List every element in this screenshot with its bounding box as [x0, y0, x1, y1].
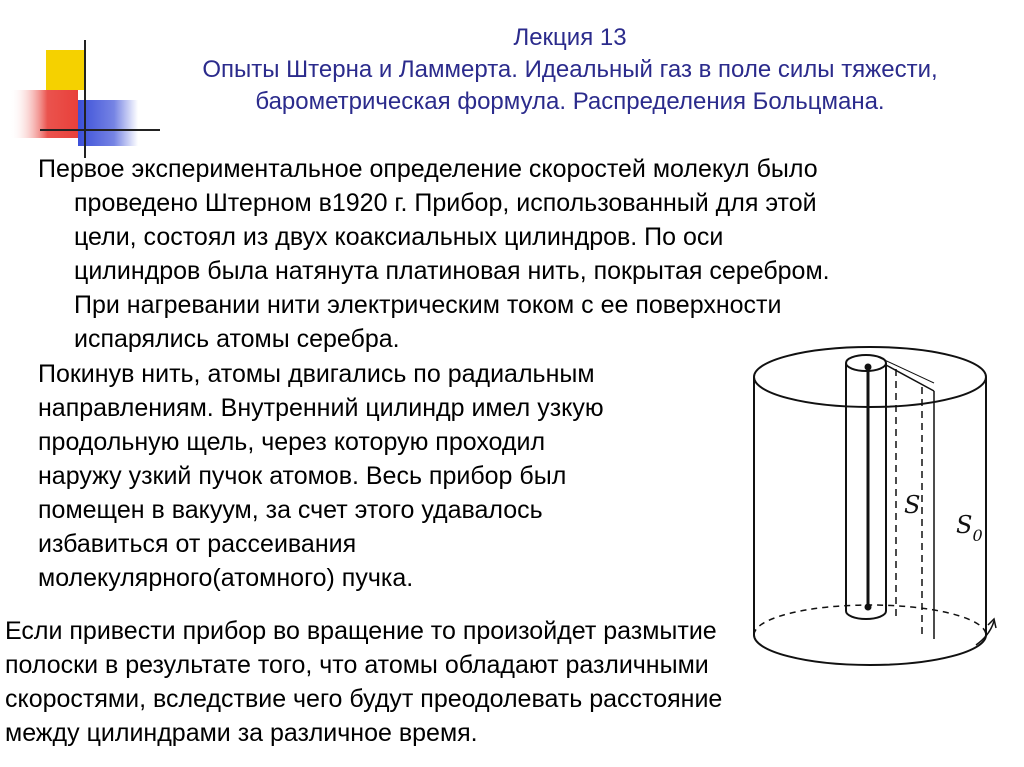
paragraph-2-line: продольную щель, через которую проходил	[38, 428, 546, 456]
wire-bottom-dot	[865, 604, 872, 611]
paragraph-3-line: Если привести прибор во вращение то произойдет размытие	[5, 617, 717, 645]
wire-top-dot	[865, 364, 872, 371]
paragraph-3-line: между цилиндрами за различное время.	[5, 719, 478, 747]
paragraph-2-line: избавиться от рассеивания	[38, 530, 357, 558]
stern-apparatus-figure	[738, 335, 1020, 690]
title-line-3: барометрическая формула. Распределения Больцмана.	[255, 88, 885, 115]
paragraph-1	[38, 152, 830, 356]
paragraph-1-line: При нагревании нити электрическим током с ее поверхности	[74, 291, 782, 319]
label-s: S	[904, 491, 921, 519]
label-s0: $S_0$	[956, 511, 983, 545]
outer-cylinder-bottom-front	[754, 635, 986, 665]
paragraph-2-line: Покинув нить, атомы двигались по радиальным	[38, 360, 595, 388]
paragraph-2-line: направлениям. Внутренний цилиндр имел узкую	[38, 394, 604, 422]
paragraph-1-line: Первое экспериментальное определение скоростей молекул было	[38, 155, 818, 183]
beam-line	[886, 365, 934, 391]
label-s0-subscript: 0	[972, 526, 983, 545]
paragraph-1-line: проведено Штерном в1920 г. Прибор, использованный для этой	[74, 189, 817, 217]
deco-blue-square	[78, 100, 138, 146]
title-line-1: Лекция 13	[513, 24, 627, 51]
paragraph-1-line: цели, состоял из двух коаксиальных цилиндров. По оси	[74, 223, 724, 251]
paragraph-3-line: скоростями, вследствие чего будут преодолевать расстояние	[5, 685, 723, 713]
paragraph-1-line: цилиндров была натянута платиновая нить, покрытая серебром.	[74, 257, 830, 285]
paragraph-2-line: наружу узкий пучок атомов. Весь прибор был	[38, 462, 567, 490]
paragraph-3	[5, 614, 722, 750]
paragraph-2-line: молекулярного(атомного) пучка.	[38, 564, 414, 592]
paragraph-1-line: испарялись атомы серебра.	[74, 325, 400, 353]
paragraph-2	[38, 357, 604, 595]
inner-cylinder-bottom	[846, 611, 886, 619]
slide-title	[140, 22, 1000, 118]
title-line-2: Опыты Штерна и Ламмерта. Идеальный газ в поле силы тяжести,	[202, 56, 938, 83]
paragraph-2-line: помещен в вакуум, за счет этого удавалось	[38, 496, 543, 524]
paragraph-3-line: полоски в результате того, что атомы обладают различными	[5, 651, 709, 679]
deco-yellow-square	[46, 50, 84, 90]
corner-decoration	[0, 0, 160, 160]
